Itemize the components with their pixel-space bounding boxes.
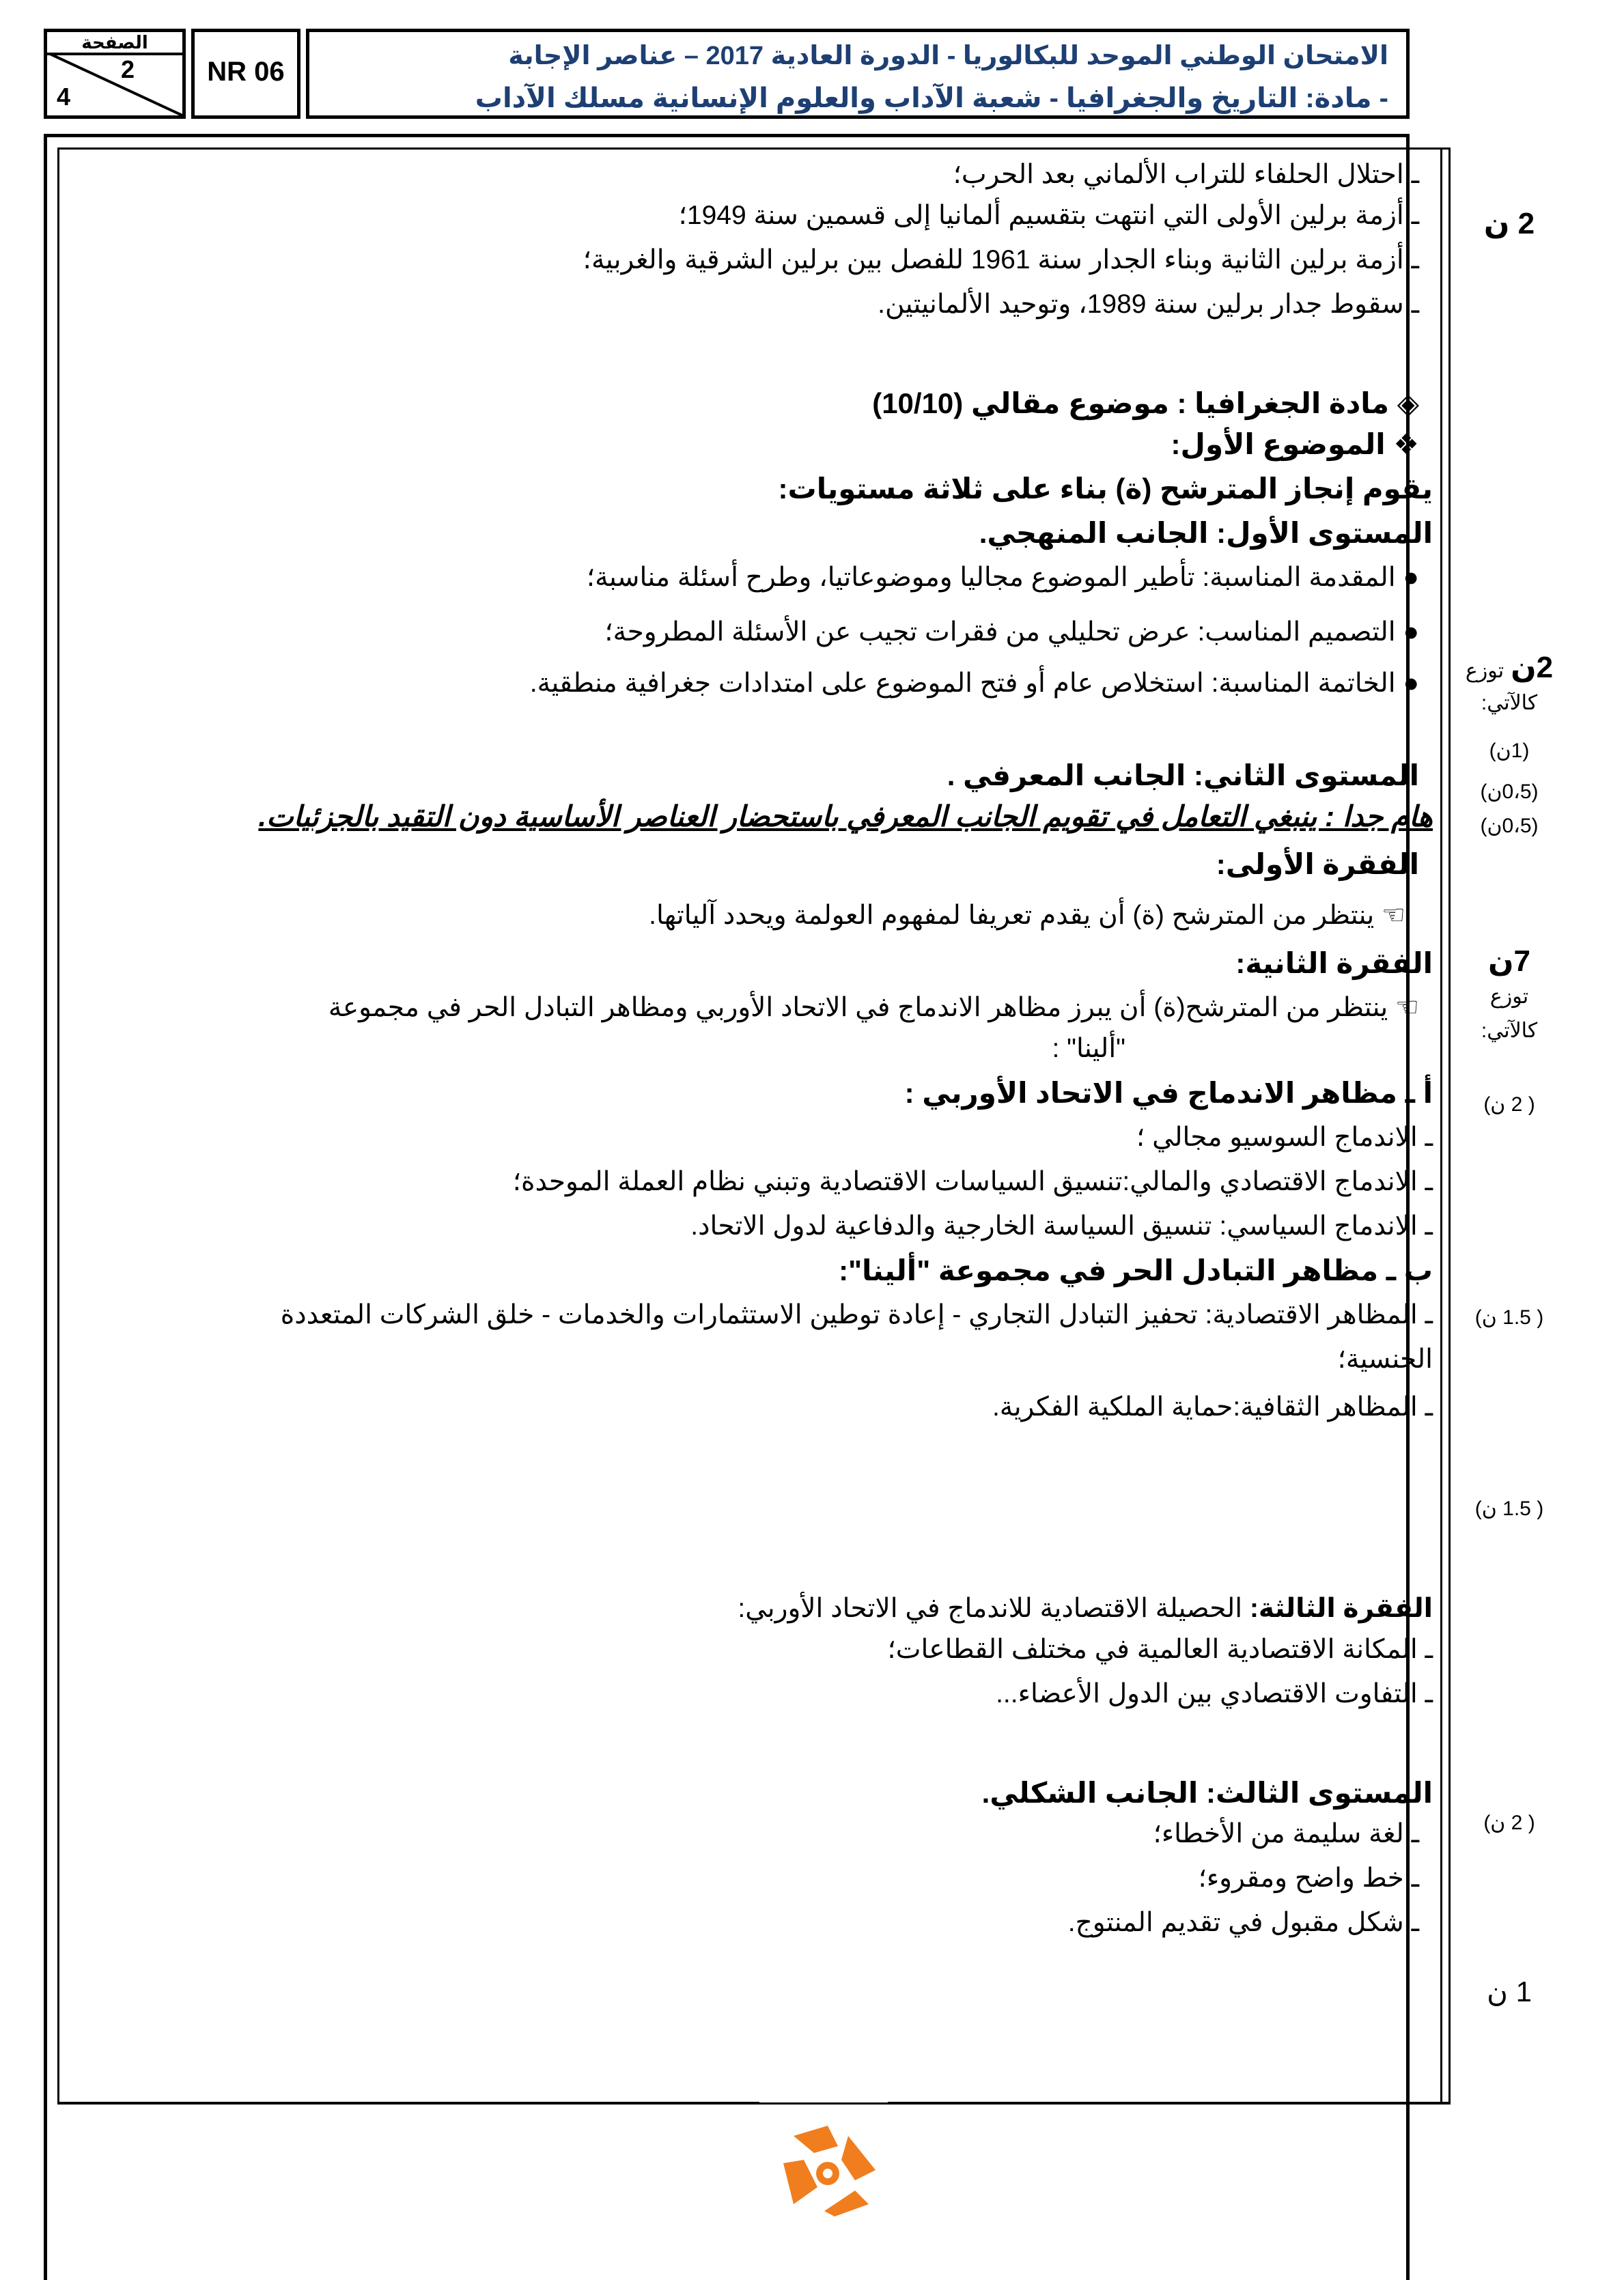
section-b-item: ـ المظاهر الثقافية:حماية الملكية الفكرية. — [992, 1392, 1433, 1422]
mark-para1: ( 2 ن) — [1483, 1093, 1535, 1116]
logo-icon — [766, 2122, 882, 2218]
level1-title: المستوى الأول: الجانب المنهجي. — [979, 517, 1433, 549]
exam-title-line2: - مادة: التاريخ والجغرافيا - شعبة الآداب والعلوم الإنسانية مسلك الآداب — [475, 83, 1388, 113]
section-a-item: ـ الاندماج السياسي: تنسيق السياسة الخارجية والدفاعية لدول الاتحاد. — [690, 1211, 1433, 1241]
level1-item: ● الخاتمة المناسبة: استخلاص عام أو فتح الموضوع على امتدادات جغرافية منطقية. — [529, 668, 1419, 698]
levels-intro: يقوم إنجاز المترشح (ة) بناء على ثلاثة مستويات: — [778, 473, 1433, 505]
page-current: 2 — [120, 55, 135, 83]
mark-level1-note: كالآتي: — [1481, 692, 1538, 714]
para3-line — [738, 1592, 1433, 1625]
section-b-item: ـ المظاهر الاقتصادية: تحفيز التبادل التجاري - إعادة توطين الاستثمارات والخدمات - خلق الشركات المتعددة — [280, 1300, 1433, 1329]
mark-level3: ( 2 ن) — [1483, 1812, 1535, 1834]
mark-l1-intro: (1ن) — [1489, 740, 1530, 762]
page-number-box — [44, 29, 186, 119]
section-a-title: أ ـ مظاهر الاندماج في الاتحاد الأوربي : — [904, 1077, 1433, 1109]
mark-final: 1 ن — [1487, 1975, 1532, 2008]
important-note: هام جدا : ينبغي التعامل في تقويم الجانب المعرفي باستحضار العناصر الأساسية دون التقيد بالجزئيات. — [258, 800, 1433, 832]
exam-code-box — [191, 29, 300, 119]
level3-item: ـ شكل مقبول في تقديم المنتوج. — [1067, 1908, 1419, 1937]
level3-title: المستوى الثالث: الجانب الشكلي. — [981, 1777, 1433, 1809]
para3-title: الفقرة الثالثة: — [1249, 1594, 1433, 1623]
section-b-item-cont: الجنسية؛ — [1337, 1345, 1433, 1374]
history-item: ـ أزمة برلين الأولى التي انتهت بتقسيم ألمانيا إلى قسمين سنة 1949؛ — [678, 201, 1419, 230]
level3-item: ـ لغة سليمة من الأخطاء؛ — [1153, 1819, 1419, 1848]
geo-subject: ❖ الموضوع الأول: — [1171, 428, 1419, 460]
mark-l1-conclusion: (0،5ن) — [1480, 815, 1539, 837]
mark-level1: 2ن توزع — [1465, 651, 1554, 684]
geo-heading: ◈ مادة الجغرافيا : موضوع مقالي (10/10) — [872, 387, 1419, 419]
mark-level2-note2: كالآتي: — [1481, 1019, 1538, 1042]
page-total: 4 — [57, 83, 71, 111]
section-a-item: ـ الاندماج السوسيو مجالي ؛ — [1136, 1123, 1433, 1152]
mark-level2: 7ن — [1487, 944, 1531, 978]
mark-level2-note: توزع — [1489, 985, 1529, 1008]
para3-text: الحصيلة الاقتصادية للاندماج في الاتحاد الأوربي: — [738, 1594, 1250, 1623]
level1-item: ● التصميم المناسب: عرض تحليلي من فقرات تجيب عن الأسئلة المطروحة؛ — [604, 617, 1419, 647]
para2-text-cont: "ألينا" : — [1052, 1034, 1125, 1063]
page-label: الصفحة — [47, 32, 182, 55]
mark-l1-plan: (0،5ن) — [1480, 780, 1539, 803]
footer-line-right — [888, 2102, 1451, 2104]
history-item: ـ سقوط جدار برلين سنة 1989، وتوحيد الألمانيتين. — [878, 290, 1419, 319]
marks-column-divider — [1440, 147, 1442, 2105]
mark-para2: ( 1.5 ن) — [1474, 1306, 1544, 1329]
para3-item: ـ المكانة الاقتصادية العالمية في مختلف القطاعات؛ — [887, 1635, 1433, 1664]
mark-para3: ( 1.5 ن) — [1474, 1497, 1544, 1520]
mark-history: 2 ن — [1483, 207, 1535, 240]
exam-code: NR 06 — [207, 57, 285, 87]
level3-item: ـ خط واضح ومقروء؛ — [1198, 1863, 1419, 1893]
exam-title-box — [306, 29, 1410, 119]
para1-title: الفقرة الأولى: — [1216, 848, 1419, 880]
section-a-item: ـ الاندماج الاقتصادي والمالي:تنسيق السياسات الاقتصادية وتبني نظام العملة الموحدة؛ — [512, 1167, 1433, 1196]
footer-line-left — [57, 2102, 759, 2104]
history-item: ـ احتلال الحلفاء للتراب الألماني بعد الحرب؛ — [953, 160, 1419, 189]
exam-title-line1: الامتحان الوطني الموحد للبكالوريا - الدورة العادية 2017 – عناصر الإجابة — [508, 42, 1388, 70]
para1-text: ☜ ينتظر من المترشح (ة) أن يقدم تعريفا لمفهوم العولمة ويحدد آلياتها. — [649, 901, 1405, 930]
para2-text: ☜ ينتظر من المترشح(ة) أن يبرز مظاهر الاندماج في الاتحاد الأوربي ومظاهر التبادل الحر في مجموعة — [328, 993, 1419, 1022]
level1-item: ● المقدمة المناسبة: تأطير الموضوع مجاليا وموضوعاتيا، وطرح أسئلة مناسبة؛ — [586, 563, 1419, 592]
level2-title: المستوى الثاني: الجانب المعرفي . — [947, 759, 1419, 791]
para3-item: ـ التفاوت الاقتصادي بين الدول الأعضاء... — [996, 1679, 1433, 1708]
para2-title: الفقرة الثانية: — [1235, 947, 1433, 979]
history-item: ـ أزمة برلين الثانية وبناء الجدار سنة 1961 للفصل بين برلين الشرقية والغربية؛ — [583, 245, 1419, 275]
section-b-title: ب ـ مظاهر التبادل الحر في مجموعة "ألينا": — [839, 1254, 1433, 1286]
